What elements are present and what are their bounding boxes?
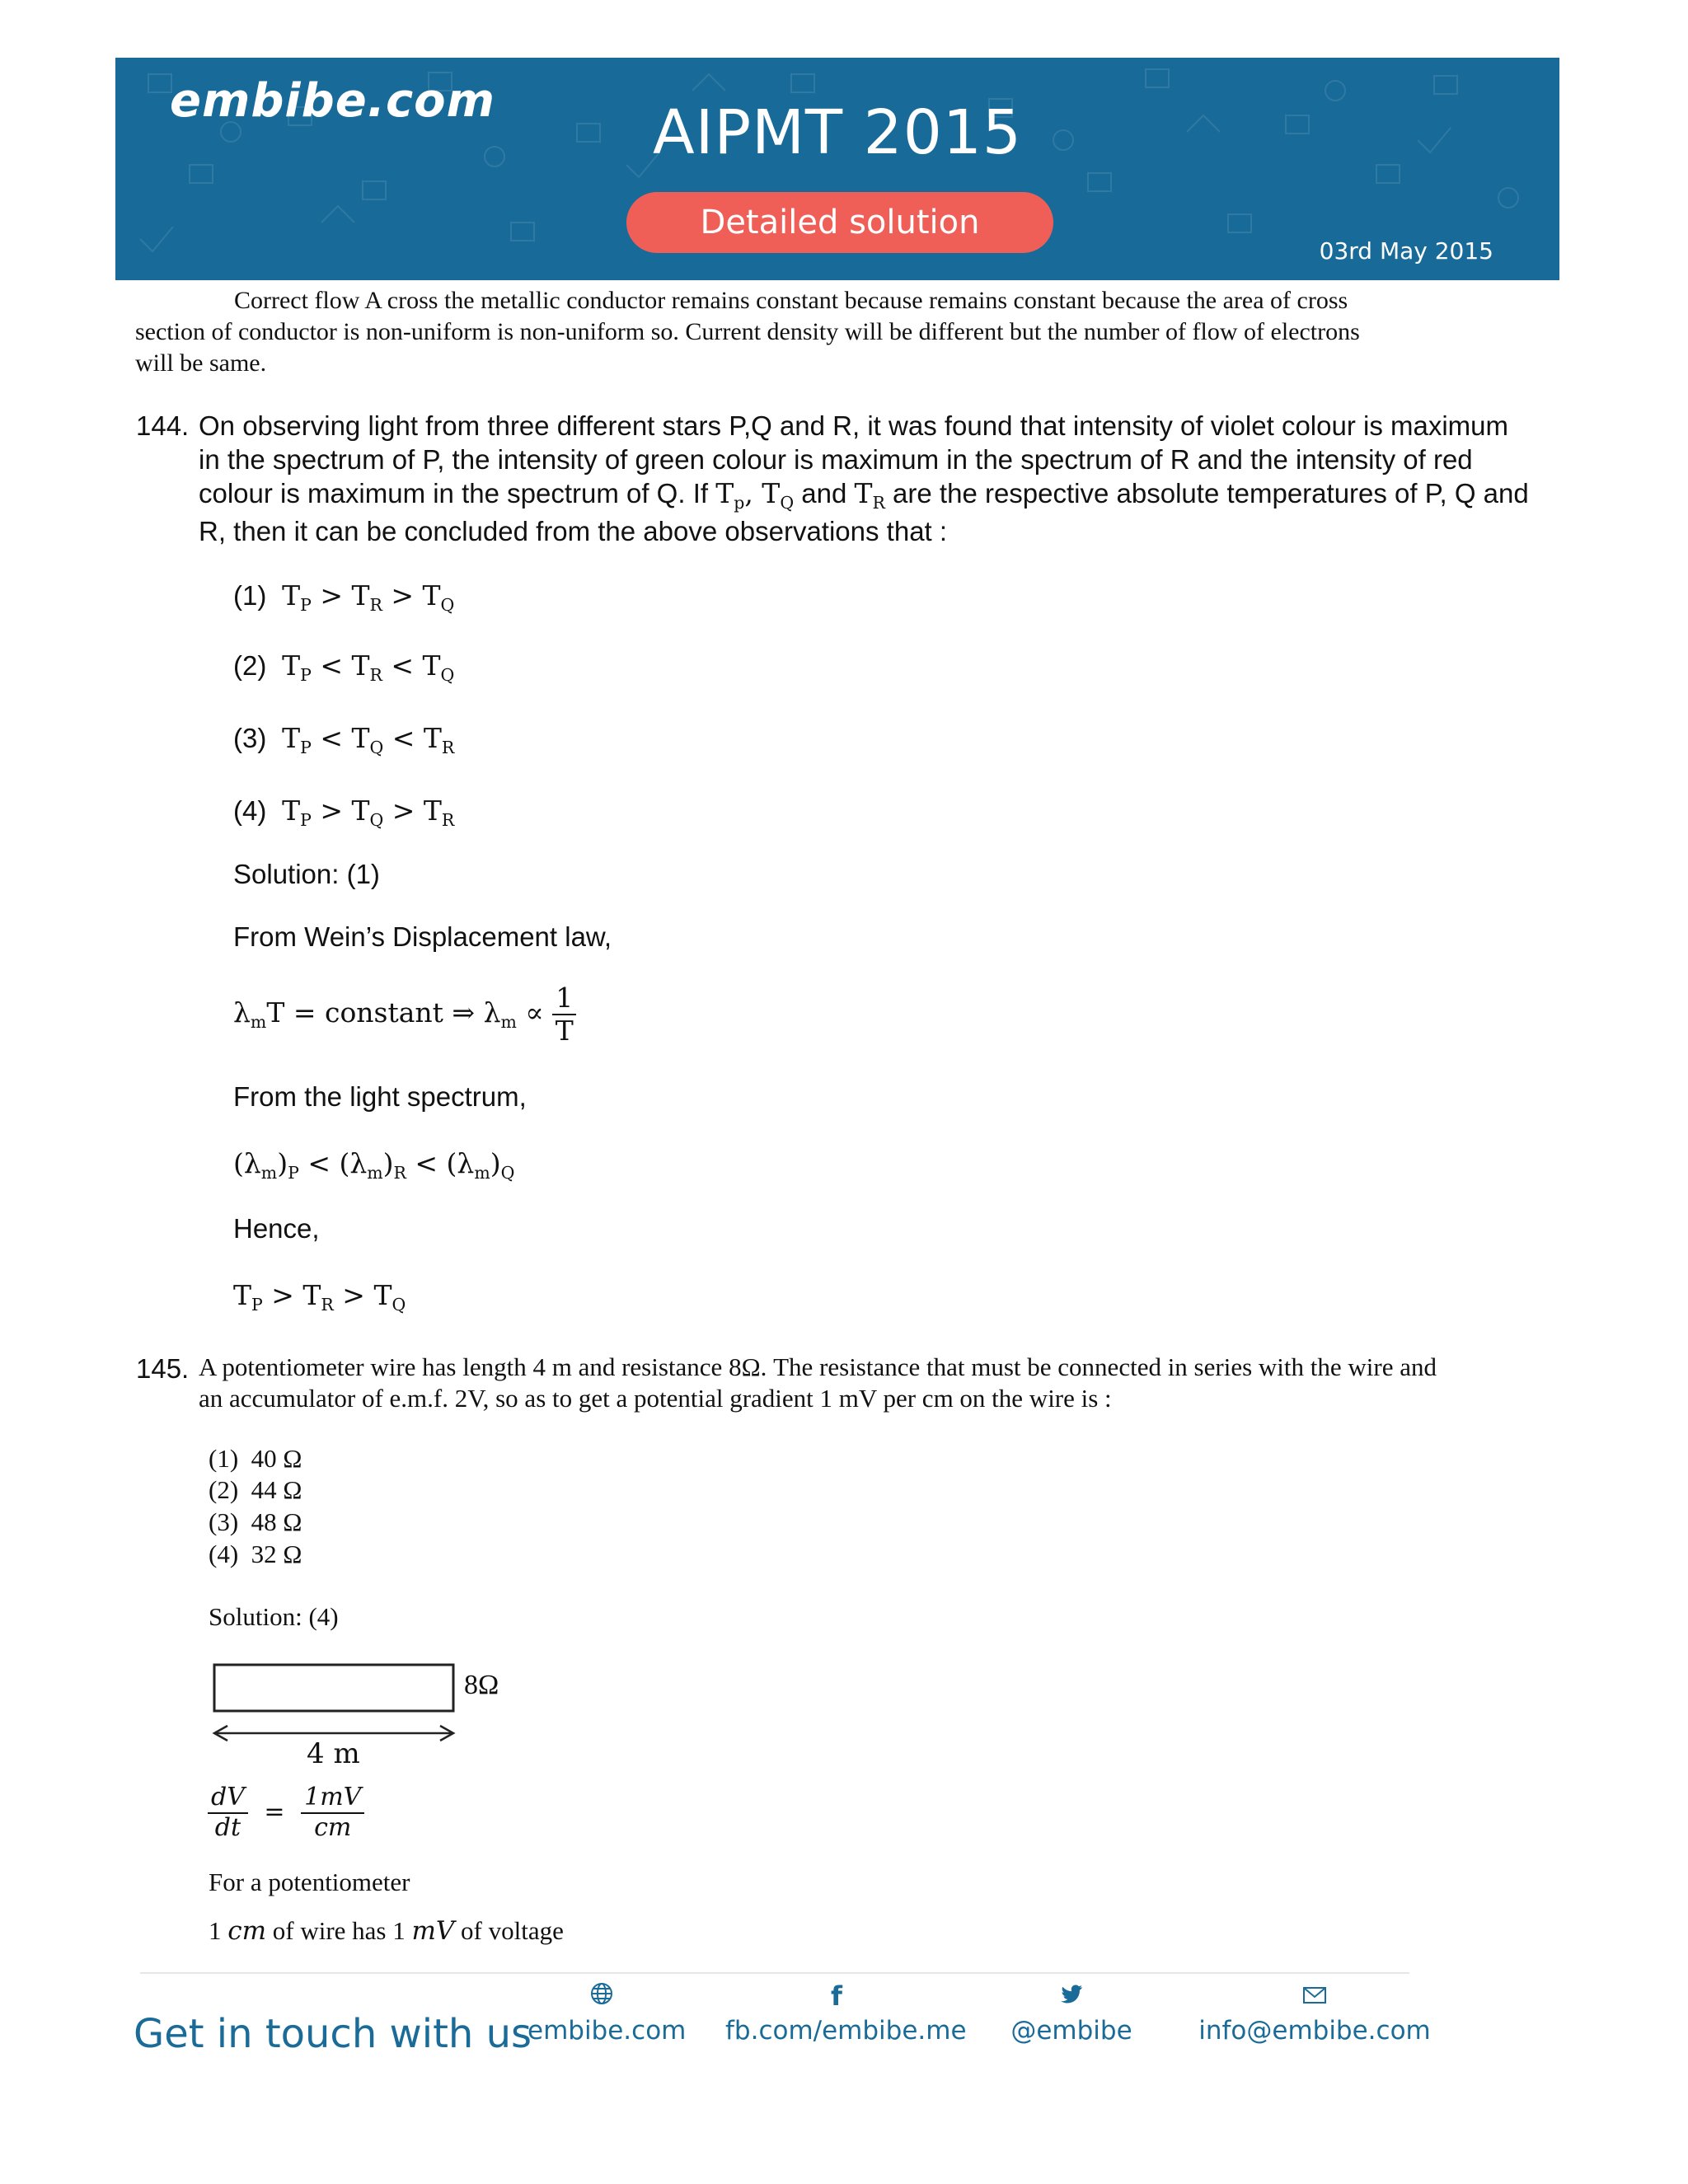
question-145 xyxy=(136,1352,1554,1414)
footer-divider xyxy=(140,1972,1409,1974)
footer-link-twitter[interactable] xyxy=(1010,1981,1133,2046)
get-in-touch: Get in touch with us xyxy=(134,2011,532,2057)
option-1 xyxy=(209,1444,302,1474)
option-label: (2) xyxy=(209,1475,239,1504)
option-value: 44 Ω xyxy=(251,1475,302,1504)
intro-line: Correct flow A cross the metallic conductor remains constant because remains constant because the area of cross xyxy=(234,287,1348,314)
solution-145: Solution: (4) xyxy=(209,1602,339,1631)
temp-symbol: $T_R$ xyxy=(854,477,885,513)
option-value: 32 Ω xyxy=(251,1540,302,1568)
footer-link-website[interactable] xyxy=(528,1981,687,2046)
final-inequality: $T_P > T_R > T_Q$ xyxy=(233,1279,406,1315)
denominator: cm xyxy=(314,1812,352,1842)
text-part: 1 xyxy=(209,1916,228,1945)
text-part: of wire has 1 xyxy=(266,1916,412,1945)
temp-symbols: $T_p$, $T_Q$ xyxy=(715,477,795,513)
question-text-part: are the respective absolute temperatures of P, Q and xyxy=(884,478,1529,509)
question-144 xyxy=(136,409,1554,548)
question-line: in the spectrum of P, the intensity of green colour is maximum in the spectrum of R and the intensity of red xyxy=(199,444,1473,475)
facebook-icon: f xyxy=(831,1980,842,2012)
option-label: (1) xyxy=(233,580,267,611)
page-title: AIPMT 2015 xyxy=(653,97,1022,168)
footer-link-text: fb.com/embibe.me xyxy=(725,2016,967,2046)
detailed-solution-badge: Detailed solution xyxy=(626,192,1053,253)
equation-part: ∝ xyxy=(516,996,553,1029)
length-label: 4 m xyxy=(307,1737,360,1770)
text-part: of voltage xyxy=(454,1916,564,1945)
fraction xyxy=(208,1783,248,1842)
numerator: 1mV xyxy=(301,1783,364,1814)
question-line: R, then it can be concluded from the above observations that : xyxy=(199,516,948,546)
twitter-icon xyxy=(1010,1981,1133,2011)
option-2 xyxy=(209,1475,302,1505)
question-number: 145. xyxy=(136,1353,190,1384)
gradient-equation: $\frac{dV}{dt}$ = $\frac{1mV}{cm}$ xyxy=(208,1783,364,1842)
fraction xyxy=(301,1783,364,1842)
option-3: (3) $T_P < T_Q < T_R$ xyxy=(233,722,455,758)
intro-line: will be same. xyxy=(135,349,267,377)
option-value: 48 Ω xyxy=(251,1507,302,1536)
potentiometer-text: For a potentiometer xyxy=(209,1868,410,1896)
unit-cm: cm xyxy=(227,1916,267,1946)
option-1: (1) $T_P > T_R > T_Q$ xyxy=(233,579,455,616)
mail-icon xyxy=(1195,1981,1434,2011)
globe-icon xyxy=(528,1981,676,2011)
footer-link-text: info@embibe.com xyxy=(1198,2016,1431,2046)
option-4 xyxy=(209,1540,302,1569)
exam-date: 03rd May 2015 xyxy=(1319,237,1493,265)
option-label: (1) xyxy=(209,1444,239,1473)
wien-equation: $\lambda_mT$ = constant ⇒ $\lambda_m$ ∝ $\frac{1}{T}$ xyxy=(233,982,576,1047)
question-text xyxy=(199,1352,1554,1414)
solution-144: Solution: (1) xyxy=(233,859,380,889)
brand-logo: embibe.com xyxy=(170,74,495,128)
intro-line: section of conductor is non-uniform is non-uniform so. Current density will be different but the number of flow of electrons xyxy=(135,318,1360,345)
option-label: (4) xyxy=(209,1540,239,1568)
lambda-inequality: $(\lambda_m)_P < (\lambda_m)_R < (\lambda_m)_Q$ xyxy=(233,1147,515,1183)
option-label: (2) xyxy=(233,650,267,681)
intro-paragraph xyxy=(135,285,1520,379)
option-label: (3) xyxy=(233,723,267,753)
numerator: 1 xyxy=(552,982,576,1015)
law-text: From Wein’s Displacement law, xyxy=(233,921,612,952)
wire-rectangle xyxy=(214,1665,453,1711)
question-text-part: and xyxy=(794,478,855,509)
footer-link-email[interactable] xyxy=(1195,1981,1434,2046)
numerator: dV xyxy=(208,1783,248,1814)
question-line xyxy=(199,476,1554,514)
equation-part: = constant ⇒ xyxy=(284,996,484,1029)
fraction xyxy=(552,982,576,1047)
unit-mv: mV xyxy=(411,1916,455,1946)
option-3 xyxy=(209,1507,302,1537)
option-label: (4) xyxy=(233,795,267,826)
question-text-part: colour is maximum in the spectrum of Q. If xyxy=(199,478,716,509)
spectrum-text: From the light spectrum, xyxy=(233,1081,527,1112)
denominator: dt xyxy=(214,1812,241,1842)
denominator: T xyxy=(555,1014,574,1047)
hence-text: Hence, xyxy=(233,1213,320,1244)
question-number: 144. xyxy=(136,410,190,441)
question-line: On observing light from three different stars P,Q and R, it was found that intensity of violet colour is maximum xyxy=(199,410,1509,441)
header-banner xyxy=(115,58,1559,280)
question-line: an accumulator of e.m.f. 2V, so as to get a potential gradient 1 mV per cm on the wire is : xyxy=(199,1384,1112,1413)
option-4: (4) $T_P > T_Q > T_R$ xyxy=(233,794,455,831)
footer-link-facebook[interactable] xyxy=(725,1980,967,2046)
option-label: (3) xyxy=(209,1507,239,1536)
voltage-statement xyxy=(209,1916,564,1946)
option-2: (2) $T_P < T_R < T_Q$ xyxy=(233,649,455,686)
question-text xyxy=(199,409,1554,548)
question-line: A potentiometer wire has length 4 m and resistance 8Ω. The resistance that must be connected in series with the wire and xyxy=(199,1352,1437,1381)
option-value: 40 Ω xyxy=(251,1444,302,1473)
footer-link-text: @embibe xyxy=(1010,2016,1132,2046)
footer-link-text: embibe.com xyxy=(528,2016,687,2046)
resistance-label: 8Ω xyxy=(464,1670,499,1700)
